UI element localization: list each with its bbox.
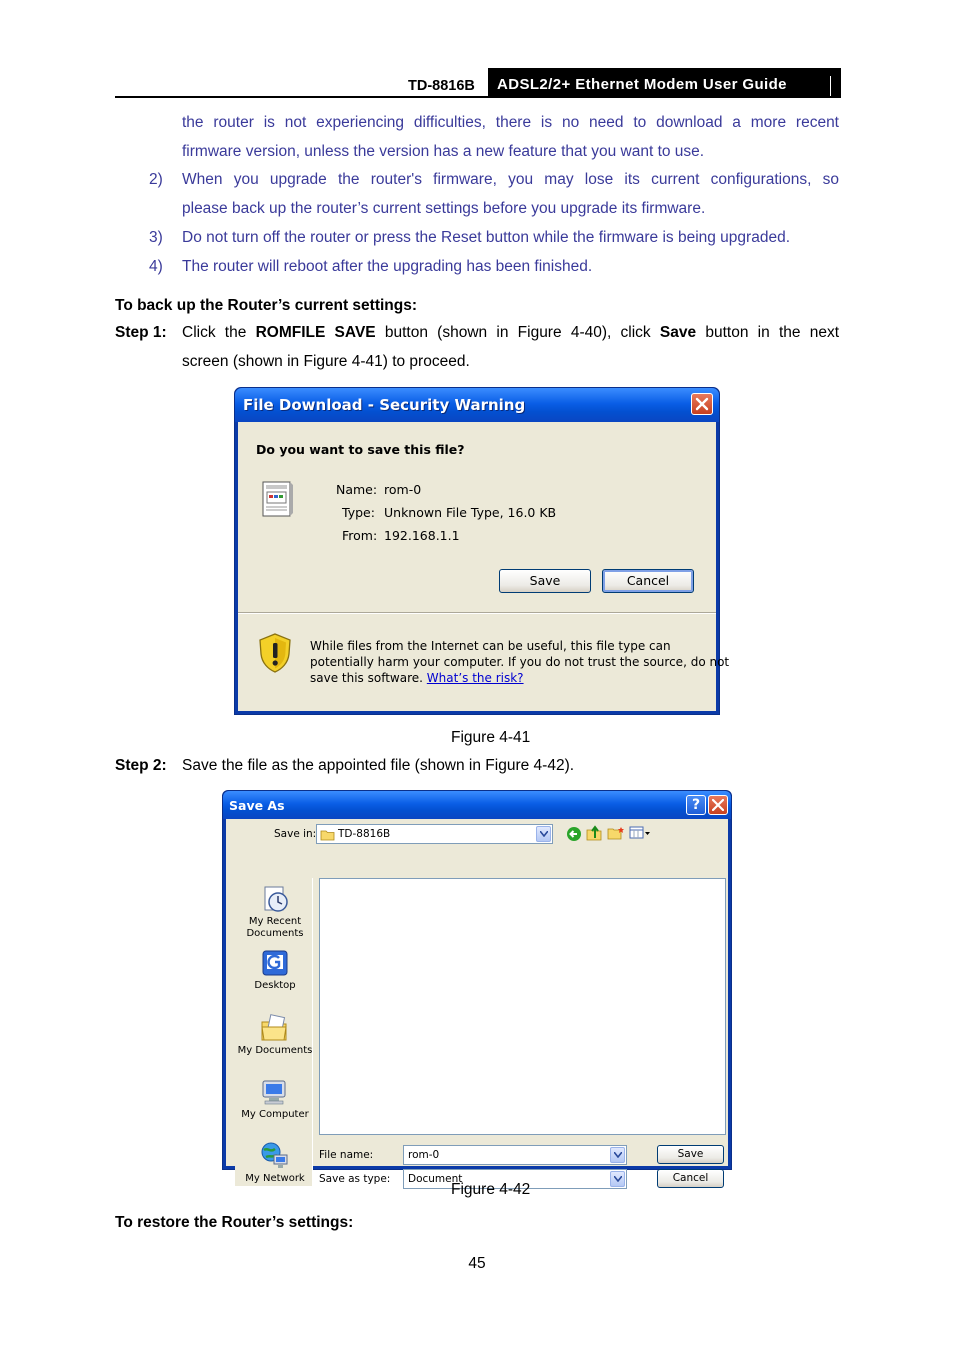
step-1-romfile-save: ROMFILE SAVE [255,324,376,341]
page-number: 45 [468,1255,486,1272]
save-as-type-label: Save as type: [319,1173,391,1185]
type-label: Type: [342,505,375,520]
save-as-body [226,819,728,1185]
close-icon [712,799,724,811]
header-divider [830,76,831,96]
place-my-computer[interactable] [235,1077,315,1121]
dialog-cancel-button[interactable] [657,1169,724,1188]
chevron-down-icon [610,1147,625,1163]
step-2-label: Step 2: [115,757,167,774]
help-button[interactable] [686,795,706,815]
figure-42-caption: Figure 4-42 [451,1181,531,1198]
places-bar [235,878,313,1186]
my-computer-label: My Computer [241,1109,309,1120]
restore-heading: To restore the Router’s settings: [115,1214,354,1231]
backup-heading: To back up the Router’s current settings: [115,297,418,314]
recent-documents-icon [260,884,290,914]
note-4-number: 4) [149,258,163,275]
dialog-body [238,422,730,711]
dialog-question: Do you want to save this file? [256,442,465,457]
close-icon [695,397,709,411]
whats-the-risk-link[interactable]: What’s the risk? [426,671,524,685]
help-icon: ? [691,797,701,813]
views-menu-icon[interactable] [629,826,651,840]
name-value: rom-0 [384,482,422,497]
step-1-line-b: screen (shown in Figure 4-41) to proceed. [182,353,470,370]
new-folder-icon[interactable] [607,826,625,840]
from-label: From: [342,528,378,543]
step-1-label: Step 1: [115,324,167,341]
warning-line-3 [310,671,524,685]
save-button-label: Save [529,573,561,588]
save-button[interactable] [499,569,591,593]
figure-41-caption: Figure 4-41 [451,729,531,746]
dialog-separator [238,612,716,614]
note-1-line-b: firmware version, unless the version has a new feature that you want to use. [182,143,705,160]
place-my-recent-documents[interactable] [235,884,315,940]
type-value: Unknown File Type, 16.0 KB [384,505,557,520]
save-as-dialog [222,790,732,1185]
save-in-label: Save in: [274,828,317,840]
cancel-button-label: Cancel [626,573,670,588]
dialog-cancel-label: Cancel [672,1172,709,1184]
note-2-line-b: please back up the router’s current settings before you upgrade its firmware. [182,200,706,217]
note-1-line-a: the router is not experiencing difficulties, there is no need to download a more recent [182,114,839,131]
note-3-number: 3) [149,229,163,246]
security-shield-icon [257,632,293,674]
name-label: Name: [336,482,378,497]
note-4-text: The router will reboot after the upgrading has been finished. [182,258,593,275]
save-as-titlebar [223,791,731,819]
file-name-value: rom-0 [408,1149,440,1161]
file-icon [260,480,294,520]
back-icon[interactable] [566,826,582,842]
chevron-down-icon [610,1171,625,1187]
recent-label-2: Documents [246,928,304,939]
desktop-icon [260,948,290,978]
step-1-text-a: Click the [182,324,247,341]
folder-icon [320,829,336,841]
my-computer-icon [260,1077,290,1107]
step-1-save: Save [659,324,697,341]
note-2-number: 2) [149,171,163,188]
dialog-title: File Download - Security Warning [243,396,526,414]
recent-label-1: My Recent [248,916,302,927]
step-2-text: Save the file as the appointed file (shown in Figure 4-42). [182,757,575,774]
header-rule [115,96,841,98]
chevron-down-icon [536,826,551,842]
save-in-combo[interactable] [316,824,553,844]
desktop-label: Desktop [254,980,296,991]
cancel-button[interactable] [602,569,694,593]
header-title [488,68,841,98]
close-button[interactable] [691,393,713,415]
place-my-documents[interactable] [235,1013,315,1057]
step-1-text-b: button (shown in Figure 4-40), click [384,324,651,341]
step-1-text-c: button in the next [705,324,840,341]
up-folder-icon[interactable] [586,825,602,841]
save-as-type-value: Document [408,1173,463,1185]
from-value: 192.168.1.1 [384,528,460,543]
warning-line-3-text: save this software. [310,671,423,685]
warning-line-1: While files from the Internet can be useful, this file type can [310,639,671,653]
place-desktop[interactable] [235,948,315,992]
note-3-text: Do not turn off the router or press the Reset button while the firmware is being upgraded. [182,229,790,246]
header-title-text: ADSL2/2+ Ethernet Modem User Guide [497,76,787,93]
my-network-icon [260,1141,290,1171]
save-as-title: Save As [229,798,285,813]
file-name-label: File name: [319,1149,374,1161]
file-list[interactable] [319,878,726,1135]
file-download-dialog [234,387,730,715]
note-2-line-a: When you upgrade the router's firmware, you may lose its current configurations, so [182,171,839,188]
my-documents-label: My Documents [237,1045,313,1056]
save-in-value: TD-8816B [338,828,391,840]
dialog-save-label: Save [677,1148,704,1160]
warning-line-2: potentially harm your computer. If you do not trust the source, do not [310,655,730,669]
dialog-save-button[interactable] [657,1145,724,1164]
header-model: TD-8816B [408,78,475,94]
my-documents-icon [260,1013,290,1043]
my-network-label: My Network [245,1173,305,1184]
place-my-network[interactable] [235,1141,315,1185]
file-name-input[interactable] [403,1145,627,1165]
step-1-line-a [182,323,839,343]
dialog-titlebar [235,388,719,422]
save-as-close-button[interactable] [708,795,728,815]
